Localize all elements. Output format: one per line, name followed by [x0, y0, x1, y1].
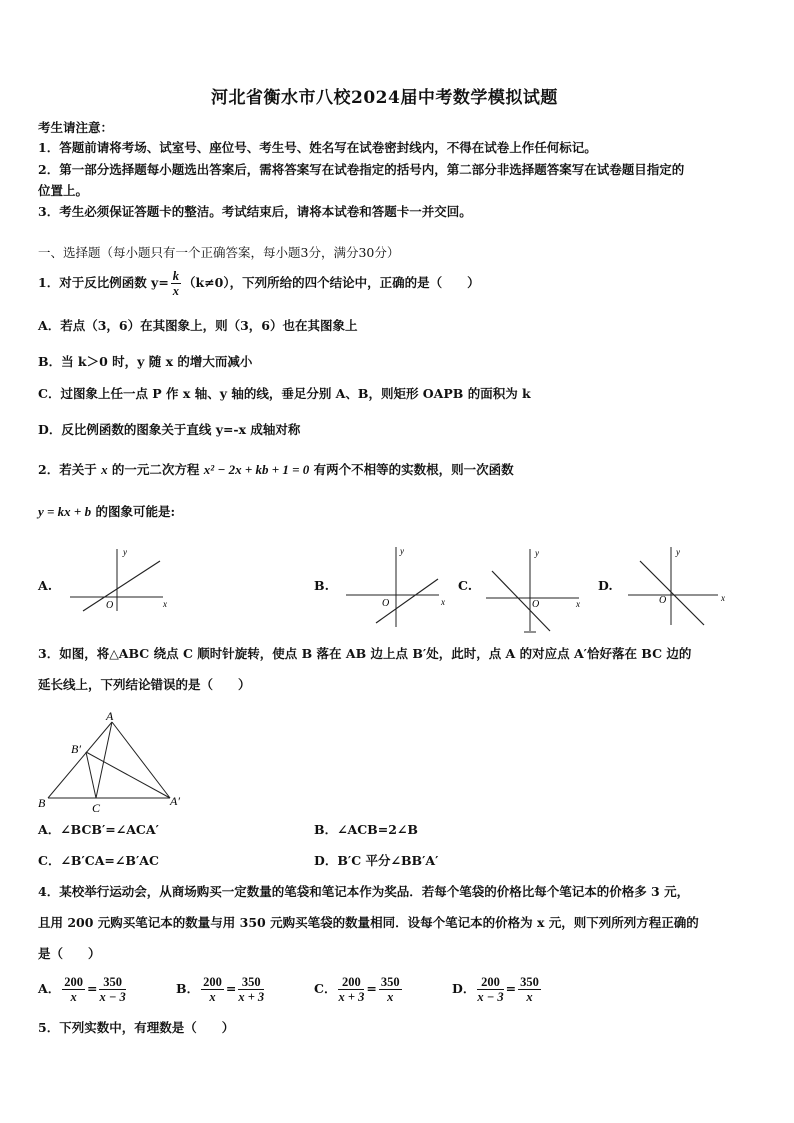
segment-BA — [48, 722, 112, 798]
q1-option-d[interactable]: D．反比例函数的图象关于直线 y=-x 成轴对称 — [38, 422, 301, 437]
y-label: y — [123, 547, 127, 557]
y-label: y — [676, 547, 680, 557]
notice-heading: 考生请注意： — [38, 120, 114, 135]
q4-option-b[interactable]: B． $\frac{200}{x}$ = $\frac{350}{x + 3}$ — [176, 975, 265, 1004]
function-line — [83, 561, 160, 611]
q3-option-c[interactable]: C．∠B′CA=∠B′AC — [38, 853, 159, 868]
notice-item: 3．考生必须保证答题卡的整洁。考试结束后，请将本试卷和答题卡一并交回。 — [38, 204, 472, 219]
q2-graph-d — [626, 545, 736, 630]
q2-graph-a — [68, 545, 178, 615]
origin-label: O — [382, 598, 390, 609]
question-2-stem: 2．若关于 x 的一元二次方程 x² − 2x + kb + 1 = 0 有两个不相等的实数根，则一次函数 — [38, 462, 514, 477]
y-label: y — [400, 546, 404, 556]
origin-label: O — [532, 599, 540, 610]
segment-AC — [96, 722, 112, 798]
function-line — [640, 561, 704, 625]
label-B-prime: B′ — [71, 742, 81, 756]
q2-equation: x² − 2x + kb + 1 = 0 — [203, 462, 310, 477]
x-label: x — [721, 593, 725, 603]
question-4-line1: 4．某校举行运动会，从商场购买一定数量的笔袋和笔记本作为奖品．若每个笔袋的价格比每个笔记本的价格多 3 元， — [38, 884, 690, 899]
question-3-line2: 延长线上，下列结论错误的是（ ） — [38, 677, 251, 692]
section-heading: 一、选择题（每小题只有一个正确答案，每小题3分，满分30分） — [38, 245, 400, 260]
q2-graph-c — [484, 545, 594, 635]
q3-option-d[interactable]: D．B′C 平分∠BB′A′ — [314, 853, 439, 868]
question-5-stem: 5．下列实数中，有理数是（ ） — [38, 1020, 235, 1035]
q1-option-c[interactable]: C．过图象上任一点 P 作 x 轴、y 轴的线，垂足分别 A、B，则矩形 OAPB 的面积为 k — [38, 386, 531, 401]
question-1-stem: 1．对于反比例函数 y= $\frac{k}{x}$ （k≠0），下列所给的四个结论中，正确的是（ ） — [38, 269, 480, 298]
segment-AA1 — [112, 722, 170, 798]
page-title: 河北省衡水市八校2024届中考数学模拟试题 — [211, 88, 558, 108]
q2-linear-function: y = kx + b — [38, 504, 92, 519]
q4-option-a[interactable]: A． $\frac{200}{x}$ = $\frac{350}{x - 3}$ — [38, 975, 126, 1004]
question-2-line2: y = kx + b 的图象可能是: — [38, 504, 176, 519]
label-C: C — [92, 801, 101, 815]
y-label: y — [535, 548, 539, 558]
q2-option-d[interactable]: D. — [598, 578, 613, 593]
notice-item: 2．第一部分选择题每小题选出答案后，需将答案写在试卷指定的括号内，第二部分非选择题答案写在试卷题目指定的 — [38, 162, 685, 177]
q2-option-c[interactable]: C. — [458, 578, 473, 593]
q3-option-b[interactable]: B．∠ACB=2∠B — [314, 822, 418, 837]
q4-option-c[interactable]: C． $\frac{200}{x + 3}$ = $\frac{350}{x}$ — [314, 975, 400, 1004]
q1-option-b[interactable]: B．当 k＞0 时，y 随 x 的增大而减小 — [38, 354, 253, 369]
question-4-line3: 是（ ） — [38, 946, 101, 961]
label-A-prime: A′ — [170, 794, 180, 808]
q3-option-a[interactable]: A．∠BCB′=∠ACA′ — [38, 822, 159, 837]
q2-graph-b — [344, 545, 454, 630]
q2-option-a[interactable]: A. — [38, 578, 53, 593]
question-4-line2: 且用 200 元购买笔记本的数量与用 350 元购买笔袋的数量相同．设每个笔记本的价格为 x 元，则下列所列方程正确的 — [38, 915, 699, 930]
q1-option-a[interactable]: A．若点（3，6）在其图象上，则（3，6）也在其图象上 — [38, 318, 358, 333]
q3-triangle-figure — [36, 708, 196, 816]
q1-fraction: $\frac{k}{x}$ — [172, 269, 180, 298]
origin-label: O — [659, 595, 667, 606]
origin-label: O — [106, 600, 114, 611]
x-label: x — [441, 597, 445, 607]
notice-item: 位置上。 — [38, 183, 89, 198]
q2-option-b[interactable]: B. — [314, 578, 329, 593]
q4-option-d[interactable]: D． $\frac{200}{x - 3}$ = $\frac{350}{x}$ — [452, 975, 539, 1004]
label-B: B — [38, 796, 46, 810]
question-3-line1: 3．如图，将△ABC 绕点 C 顺时针旋转，使点 B 落在 AB 边上点 B′处，此时，点 A 的对应点 A′恰好落在 BC 边的 — [38, 646, 692, 661]
segment-B1C — [86, 752, 96, 798]
x-label: x — [163, 599, 167, 609]
segment-B1A1 — [86, 752, 170, 798]
function-line — [492, 571, 550, 631]
notice-item: 1．答题前请将考场、试室号、座位号、考生号、姓名写在试卷密封线内，不得在试卷上作任何标记。 — [38, 140, 597, 155]
x-label: x — [576, 599, 580, 609]
label-A: A — [106, 709, 114, 723]
